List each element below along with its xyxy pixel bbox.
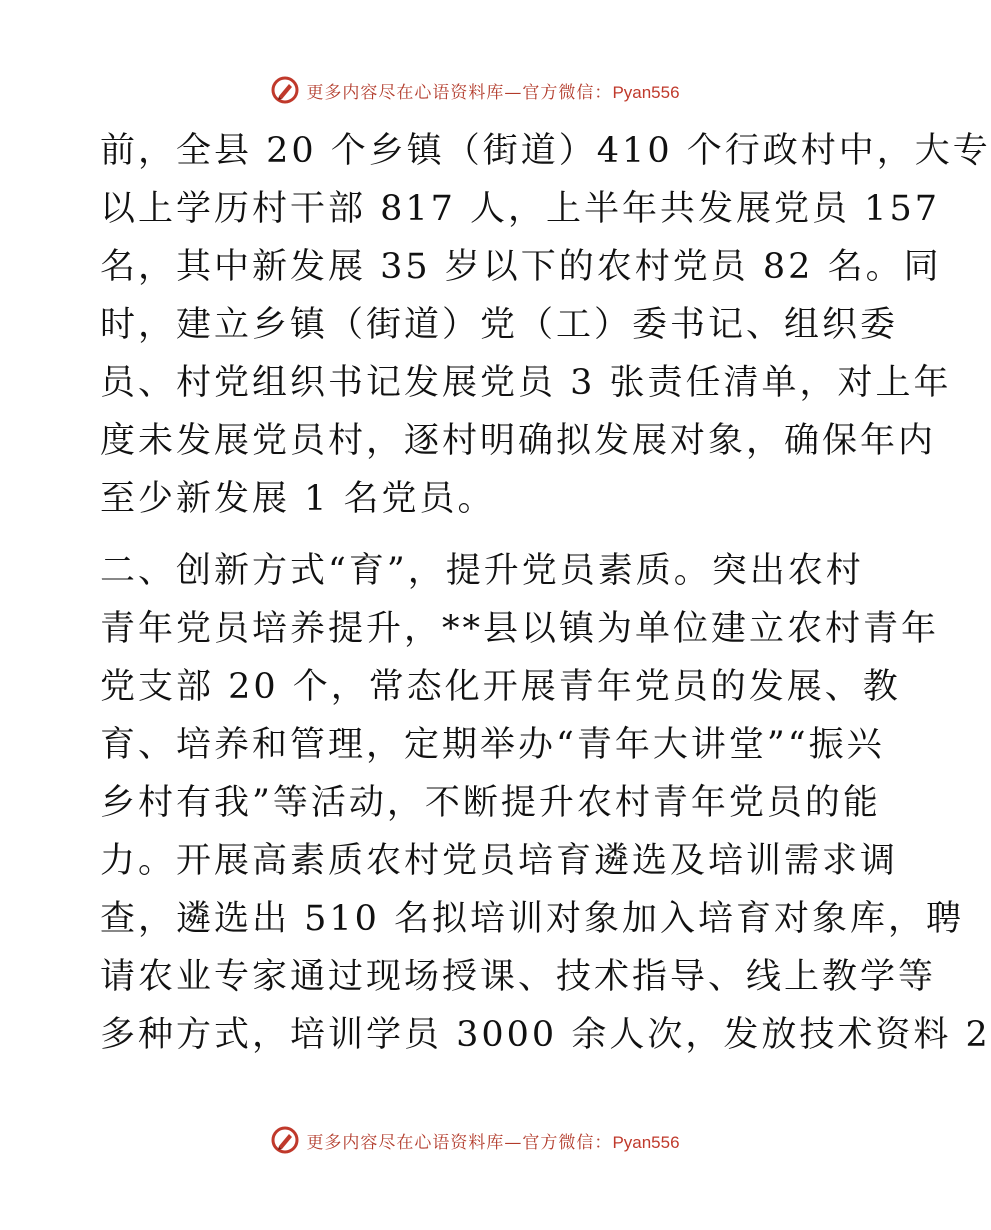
text-line: 乡村有我”等活动，不断提升农村青年党员的能 [100, 783, 881, 823]
watermark-text: 更多内容尽在心语资料库—官方微信：Pyan556 [306, 82, 680, 103]
header-watermark [0, 70, 950, 110]
pen-logo-icon [270, 1125, 300, 1155]
text-line [100, 1064, 860, 1122]
text-line: 查，遴选出 510 名拟培训对象加入培育对象库，聘 [100, 899, 965, 939]
text-line: 以上学历村干部 817 人，上半年共发展党员 157 [100, 189, 940, 229]
text-line: 党支部 20 个，常态化开展青年党员的发展、教 [100, 667, 901, 707]
paragraph-spacer [100, 528, 860, 542]
text-line: 二、创新方式“育”，提升党员素质。突出农村 [100, 551, 864, 591]
text-line: 至少新发展 1 名党员。 [100, 479, 496, 519]
footer-watermark [0, 1120, 950, 1160]
paragraph [100, 542, 991, 1122]
document-body [100, 122, 991, 1122]
text-line: 育、培养和管理，定期举办“青年大讲堂”“振兴 [100, 725, 885, 765]
text-line: 员、村党组织书记发展党员 3 张责任清单，对上年 [100, 363, 952, 403]
pen-logo-icon [270, 75, 300, 105]
text-line: 时，建立乡镇（街道）党（工）委书记、组织委 [100, 305, 899, 345]
text-line: 多种方式，培训学员 3000 余人次，发放技术资料 2 [100, 1015, 991, 1055]
text-line: 力。开展高素质农村党员培育遴选及培训需求调 [100, 841, 899, 881]
watermark-text: 更多内容尽在心语资料库—官方微信：Pyan556 [306, 1132, 680, 1153]
text-line: 前，全县 20 个乡镇（街道）410 个行政村中，大专 [100, 131, 991, 171]
text-line: 青年党员培养提升，**县以镇为单位建立农村青年 [100, 609, 940, 649]
text-line: 度未发展党员村，逐村明确拟发展对象，确保年内 [100, 421, 937, 461]
text-line: 请农业专家通过现场授课、技术指导、线上教学等 [100, 957, 937, 997]
paragraph [100, 122, 991, 528]
text-line: 名，其中新发展 35 岁以下的农村党员 82 名。同 [100, 247, 942, 287]
